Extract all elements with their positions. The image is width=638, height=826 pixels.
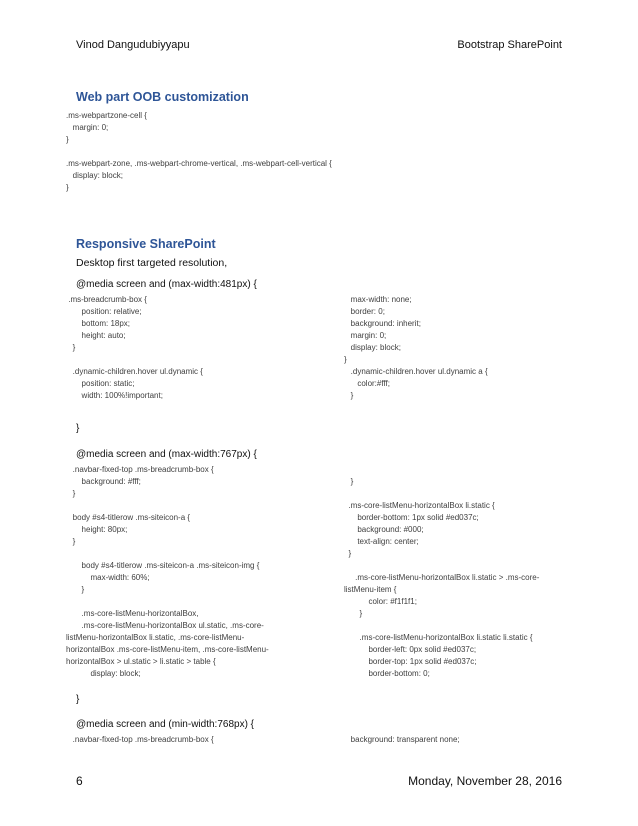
code-line: horizontalBox > ul.static > li.static > table { [66,657,216,666]
code-block-768-left [66,734,214,746]
code-line: background: #000; [344,525,424,534]
code-line: body #s4-titlerow .ms-siteicon-a .ms-siteicon-img { [66,561,260,570]
code-line: width: 100%!important; [66,391,163,400]
code-line: background: #fff; [66,477,141,486]
code-line: } [344,609,363,618]
footer-date: Monday, November 28, 2016 [408,774,562,788]
code-line: bottom: 18px; [66,319,131,328]
code-line [66,146,332,158]
header-title: Bootstrap SharePoint [457,39,562,51]
code-line: background: inherit; [344,319,421,328]
code-line [344,488,539,500]
media-close-481: } [76,423,80,434]
code-line [344,560,539,572]
code-line: border-top: 1px solid #ed037c; [344,657,477,666]
code-line: } [66,585,85,594]
code-line: .ms-webpartzone-cell { [66,111,147,120]
code-line: position: relative; [66,307,142,316]
code-line: border-bottom: 0; [344,669,430,678]
code-block-481-right [344,294,488,402]
code-line: .navbar-fixed-top .ms-breadcrumb-box { [66,735,214,744]
code-block-481-left [66,294,203,402]
code-block-767-left [66,464,269,680]
code-line: .dynamic-children.hover ul.dynamic { [66,367,203,376]
code-line [66,354,203,366]
code-line: body #s4-titlerow .ms-siteicon-a { [66,513,191,522]
media-close-767: } [76,694,80,705]
code-line: } [66,183,69,192]
code-line: background: transparent none; [344,735,460,744]
code-line: .ms-breadcrumb-box { [66,295,147,304]
code-line: color: #f1f1f1; [344,597,417,606]
code-line [344,620,539,632]
code-line: border-bottom: 1px solid #ed037c; [344,513,479,522]
code-line: margin: 0; [66,123,109,132]
code-line: } [66,489,76,498]
code-line [66,500,269,512]
code-line: height: 80px; [66,525,128,534]
code-line: display: block; [66,171,123,180]
intro-text: Desktop first targeted resolution, [76,257,228,269]
media-query-768: @media screen and (min-width:768px) { [76,719,255,730]
code-line: } [344,355,347,364]
code-block-767-right [344,464,539,680]
code-line: listMenu-horizontalBox li.static, .ms-core-listMenu- [66,633,245,642]
code-line: .dynamic-children.hover ul.dynamic a { [344,367,488,376]
code-line: max-width: none; [344,295,412,304]
code-line: display: block; [66,669,141,678]
code-line: horizontalBox .ms-core-listMenu-item, .ms-core-listMenu- [66,645,269,654]
section-heading-webpart: Web part OOB customization [76,90,249,104]
media-query-767: @media screen and (max-width:767px) { [76,449,257,460]
code-line: color:#fff; [344,379,390,388]
code-line: } [66,135,69,144]
code-line: position: static; [66,379,135,388]
code-line: .ms-core-listMenu-horizontalBox li.static li.static { [344,633,533,642]
code-line: .ms-core-listMenu-horizontalBox ul.static, .ms-core- [66,621,264,630]
code-line: } [66,343,76,352]
code-line: .ms-webpart-zone, .ms-webpart-chrome-vertical, .ms-webpart-cell-vertical { [66,159,332,168]
section-heading-responsive: Responsive SharePoint [76,237,216,251]
code-block-webpart [66,110,332,194]
code-line: height: auto; [66,331,126,340]
code-line: } [66,537,76,546]
header-author: Vinod Dangudubiyyapu [76,39,190,51]
code-line [66,548,269,560]
code-line: .ms-core-listMenu-horizontalBox li.static > .ms-core- [344,573,540,582]
code-line: border: 0; [344,307,385,316]
code-line [344,464,539,476]
code-line: } [344,391,354,400]
code-line: display: block; [344,343,401,352]
code-line: listMenu-item { [344,585,397,594]
code-line: border-left: 0px solid #ed037c; [344,645,477,654]
code-line: .ms-core-listMenu-horizontalBox, [66,609,199,618]
code-line: .ms-core-listMenu-horizontalBox li.static { [344,501,495,510]
code-line [66,596,269,608]
page-number: 6 [76,774,83,788]
code-line: max-width: 60%; [66,573,150,582]
code-line: } [344,549,352,558]
code-line: text-align: center; [344,537,419,546]
media-query-481: @media screen and (max-width:481px) { [76,279,257,290]
code-line: margin: 0; [344,331,387,340]
code-line: } [344,477,354,486]
code-block-768-right [344,734,460,746]
code-line: .navbar-fixed-top .ms-breadcrumb-box { [66,465,214,474]
